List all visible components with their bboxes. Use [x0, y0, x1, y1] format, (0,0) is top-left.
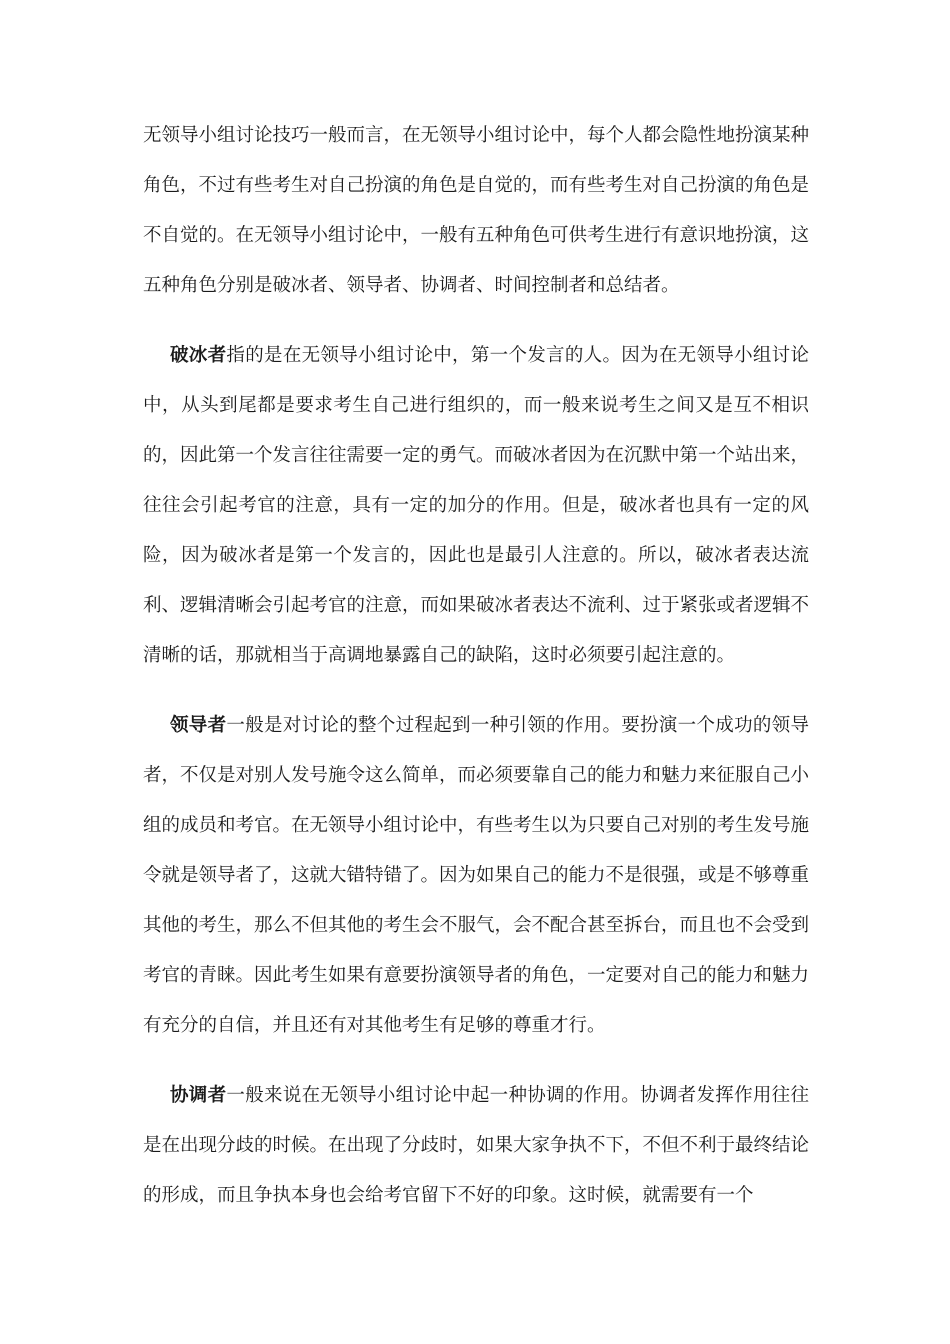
document-body: [143, 111, 809, 1241]
paragraph-leader: [143, 701, 809, 1051]
paragraph-lead-term: 协调者: [170, 1085, 227, 1106]
paragraph-intro: [143, 111, 809, 311]
paragraph-text: 一般来说在无领导小组讨论中起一种协调的作用。协调者发挥作用往往是在出现分歧的时候。在出现了分歧时，如果大家争执不下，不但不利于最终结论的形成，而且争执本身也会给考官留下不好的印象。这时候，就需要有一个: [143, 1085, 810, 1206]
paragraph-text: 一般是对讨论的整个过程起到一种引领的作用。要扮演一个成功的领导者，不仅是对别人发号施令这么简单，而必须要靠自己的能力和魅力来征服自己小组的成员和考官。在无领导小组讨论中，有些考生以为只要自己对别的考生发号施令就是领导者了，这就大错特错了。因为如果自己的能力不是很强，或是不够尊重其他的考生，那么不但其他的考生会不服气，会不配合甚至拆台，而且也不会受到考官的青睐。因此考生如果有意要扮演领导者的角色，一定要对自己的能力和魅力有充分的自信，并且还有对其他考生有足够的尊重才行。: [143, 715, 810, 1036]
paragraph-lead-term: 破冰者: [170, 345, 227, 366]
paragraph-coordinator: [143, 1071, 809, 1221]
paragraph-lead-term: 领导者: [170, 715, 227, 736]
paragraph-text: 指的是在无领导小组讨论中，第一个发言的人。因为在无领导小组讨论中，从头到尾都是要求考生自己进行组织的，而一般来说考生之间又是互不相识的，因此第一个发言往往需要一定的勇气。而破冰者因为在沉默中第一个站出来，往往会引起考官的注意，具有一定的加分的作用。但是，破冰者也具有一定的风险，因为破冰者是第一个发言的，因此也是最引人注意的。所以，破冰者表达流利、逻辑清晰会引起考官的注意，而如果破冰者表达不流利、过于紧张或者逻辑不清晰的话，那就相当于高调地暴露自己的缺陷，这时必须要引起注意的。: [143, 345, 810, 666]
paragraph-text: 无领导小组讨论技巧一般而言，在无领导小组讨论中，每个人都会隐性地扮演某种角色，不过有些考生对自己扮演的角色是自觉的，而有些考生对自己扮演的角色是不自觉的。在无领导小组讨论中，一般有五种角色可供考生进行有意识地扮演，这五种角色分别是破冰者、领导者、协调者、时间控制者和总结者。: [143, 125, 810, 296]
paragraph-icebreaker: [143, 331, 809, 681]
